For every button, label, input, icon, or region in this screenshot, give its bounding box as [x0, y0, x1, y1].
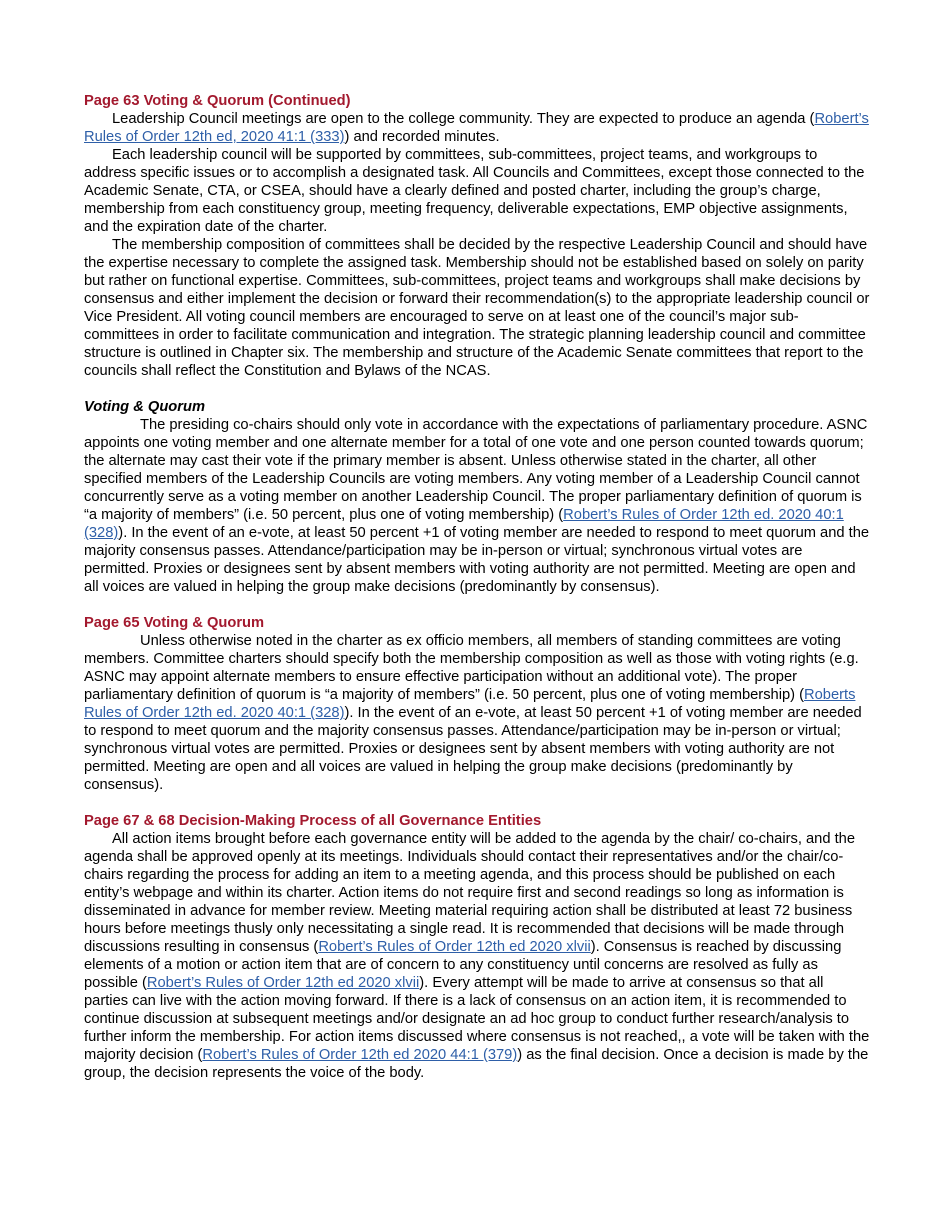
paragraph-text: ) as the final decision. Once a decision is made by the group, the decision represents the voice of the body. [84, 1047, 869, 1081]
roberts-rules-link[interactable]: Roberts Rules of Order 12th ed. 2020 40:1 (328) [84, 687, 856, 721]
roberts-rules-link[interactable]: Robert’s Rules of Order 12th ed 2020 xlvii [318, 939, 591, 955]
document-page [84, 92, 870, 1082]
paragraph-text: Unless otherwise noted in the charter as ex officio members, all members of standing committees are voting members. Committee charters should specify both the membership composition as well as those with voting rights (e.g. ASNC may appoint alternate members to ensure effective participation without an additional vote). The proper parliamentary definition of quorum is “a majority of members” (i.e. 50 percent, plus one of voting membership) ( [84, 633, 859, 703]
section-heading-page-65: Page 65 Voting & Quorum [84, 615, 265, 631]
paragraph-leadership-meetings [84, 110, 870, 146]
paragraph-committee-support: Each leadership council will be supported by committees, sub-committees, project teams, and workgroups to address specific issues or to accomplish a designated task. All Councils and Committees, except those connected to the Academic Senate, CTA, or CSEA, should have a clearly defined and posted charter, including the group’s charge, membership from each constituency group, meeting frequency, deliverable expectations, EMP objective assignments, and the expiration date of the charter. [84, 147, 865, 235]
section-heading-page-67-68: Page 67 & 68 Decision-Making Process of all Governance Entities [84, 813, 542, 829]
paragraph-text: ) and recorded minutes. [344, 129, 500, 145]
section-heading-voting-quorum: Voting & Quorum [84, 399, 206, 415]
paragraph-text: The presiding co-chairs should only vote in accordance with the expectations of parliamentary procedure. ASNC appoints one voting member and one alternate member for a total of one vote and one person counted towards quorum; the alternate may cast their vote if the primary member is absent. Unless otherwise stated in the charter, all other specified members of the Leadership Councils are voting members. Any voting member of a Leadership Council cannot concurrently serve as a voting member on another Leadership Council. The proper parliamentary definition of quorum is “a majority of members” (i.e. 50 percent, plus one of voting membership) ( [84, 417, 868, 523]
section-spacer [84, 380, 870, 398]
section-spacer [84, 794, 870, 812]
paragraph-text: ). In the event of an e-vote, at least 50 percent +1 of voting member are needed to respond to meet quorum and the majority consensus passes. Attendance/participation may be in-person or virtual; synchronous virtual votes are permitted. Proxies or designees sent by absent members with voting authority are not permitted. Meeting are open and all voices are valued in helping the group make decisions (predominantly by consensus). [84, 525, 870, 595]
paragraph-text: ). In the event of an e-vote, at least 50 percent +1 of voting member are needed to respond to meet quorum and the majority consensus passes. Attendance/participation may be in-person or virtual; synchronous virtual votes are permitted. Proxies or designees sent by absent members with voting authority are not permitted. Meeting are open and all voices are valued in helping the group make decisions (predominantly by consensus). [84, 705, 862, 793]
paragraph-voting-quorum [84, 416, 870, 596]
section-heading-page-63: Page 63 Voting & Quorum (Continued) [84, 93, 351, 109]
section-spacer [84, 596, 870, 614]
paragraph-text: All action items brought before each governance entity will be added to the agenda by the chair/ co-chairs, and the agenda shall be approved openly at its meetings. Individuals should contact their representatives and/or the chair/co-chairs regarding the process for adding an item to a meeting agenda, and this process should be published on each entity’s webpage and within its charter. Action items do not require first and second readings so long as information is disseminated in advance for member review. Meeting material requiring action shall be distributed at least 72 business hours before meetings thusly only necessitating a single read. It is recommended that decisions will be made through discussions resulting in consensus ( [84, 831, 855, 955]
roberts-rules-link[interactable]: Robert’s Rules of Order 12th ed, 2020 41:1 (333) [84, 111, 869, 145]
paragraph-standing-committees [84, 632, 870, 794]
paragraph-text: ). Consensus is reached by discussing elements of a motion or action item that are of concern to any constituency until concerns are resolved as fully as possible ( [84, 939, 842, 991]
paragraph-text: ). Every attempt will be made to arrive at consensus so that all parties can live with the action moving forward. If there is a lack of consensus on an action item, it is recommended to continue discussion at subsequent meetings and/or designate an ad hoc group to conduct further research/analysis to further inform the membership. For action items discussed where consensus is not reached,, a vote will be taken with the majority decision ( [84, 975, 870, 1063]
paragraph-text: Leadership Council meetings are open to the college community. They are expected to produce an agenda ( [112, 111, 815, 127]
roberts-rules-link[interactable]: Robert’s Rules of Order 12th ed 2020 xlvii [146, 975, 420, 991]
roberts-rules-link[interactable]: Robert’s Rules of Order 12th ed. 2020 40:1 (328) [84, 507, 844, 541]
roberts-rules-link[interactable]: Robert’s Rules of Order 12th ed 2020 44:1 (379) [202, 1047, 518, 1063]
paragraph-decision-making [84, 830, 870, 1082]
paragraph-membership-composition: The membership composition of committees shall be decided by the respective Leadership Council and should have the expertise necessary to complete the assigned task. Membership should not be established based on solely on parity but rather on functional expertise. Committees, sub-committees, project teams and workgroups shall make decisions by consensus and either implement the decision or forward their recommendation(s) to the appropriate leadership council or Vice President. All voting council members are encouraged to serve on at least one of the council’s major sub-committees in order to facilitate communication and integration. The strategic planning leadership council and committee structure is outlined in Chapter six. The membership and structure of the Academic Senate committees that report to the councils shall reflect the Constitution and Bylaws of the NCAS. [84, 237, 870, 379]
